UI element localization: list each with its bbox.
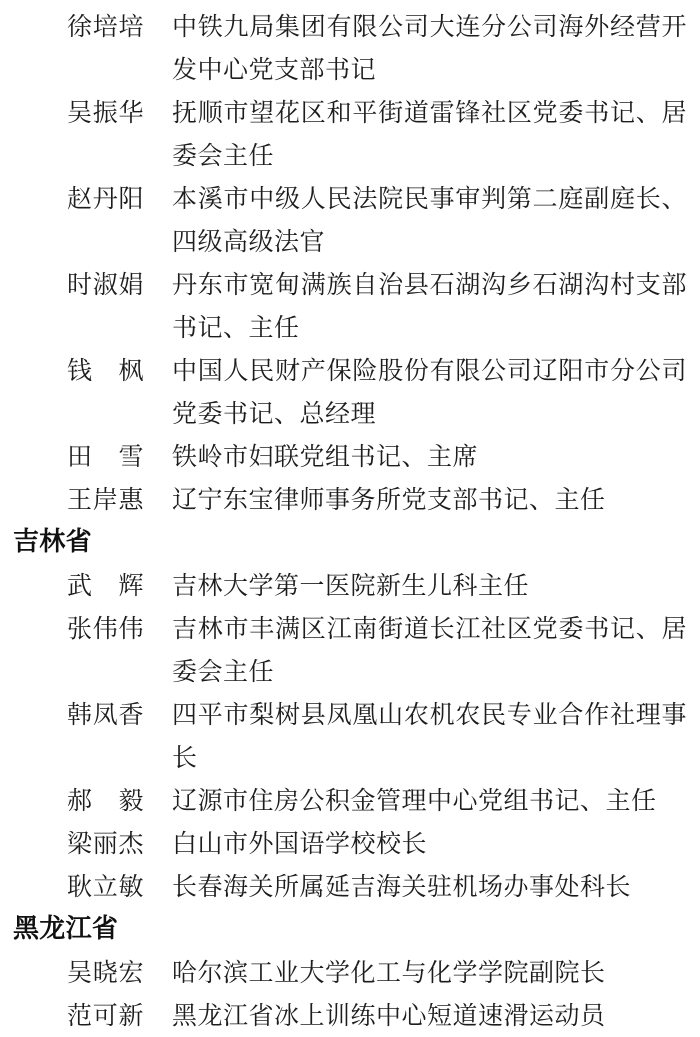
person-title: 中国人民财产保险股份有限公司辽阳市分公司党委书记、总经理 <box>172 356 687 428</box>
roster-entry <box>67 994 700 1037</box>
person-name: 吴振华 <box>67 98 144 127</box>
province-section <box>0 521 700 908</box>
person-title: 丹东市宽甸满族自治县石湖沟乡石湖沟村支部书记、主任 <box>172 270 687 342</box>
person-name: 时淑娟 <box>67 270 144 299</box>
roster-entry <box>67 177 700 263</box>
roster-entry <box>67 91 700 177</box>
province-header: 吉林省 <box>13 527 92 557</box>
roster-entry <box>67 607 700 693</box>
person-title: 四平市梨树县凤凰山农机农民专业合作社理事长 <box>172 700 687 772</box>
person-name: 武辉 <box>67 571 144 600</box>
person-title: 铁岭市妇联党组书记、主席 <box>172 442 479 471</box>
person-name: 田雪 <box>67 442 144 471</box>
province-header: 黑龙江省 <box>13 914 119 944</box>
roster-entry <box>67 435 700 478</box>
province-section <box>0 5 700 521</box>
roster-entry <box>67 779 700 822</box>
province-entries <box>0 951 700 1037</box>
person-title: 中铁九局集团有限公司大连分公司海外经营开发中心党支部书记 <box>172 12 687 84</box>
person-name: 吴晓宏 <box>67 958 144 987</box>
person-name: 韩凤香 <box>67 700 144 729</box>
person-title: 辽源市住房公积金管理中心党组书记、主任 <box>172 786 657 815</box>
person-title: 吉林大学第一医院新生儿科主任 <box>172 571 530 600</box>
person-title: 辽宁东宝律师事务所党支部书记、主任 <box>172 485 606 514</box>
person-name: 耿立敏 <box>67 872 144 901</box>
roster-entry <box>67 349 700 435</box>
roster-entry <box>67 263 700 349</box>
person-title: 白山市外国语学校校长 <box>172 829 428 858</box>
person-title: 本溪市中级人民法院民事审判第二庭副庭长、四级高级法官 <box>172 184 687 256</box>
person-name: 张伟伟 <box>67 614 144 643</box>
person-name: 范可新 <box>67 1001 144 1030</box>
province-entries <box>0 564 700 908</box>
roster-entry <box>67 693 700 779</box>
roster-entry <box>67 822 700 865</box>
roster-list <box>0 5 700 1037</box>
roster-entry <box>67 5 700 91</box>
roster-entry <box>67 865 700 908</box>
province-entries <box>0 5 700 521</box>
person-title: 哈尔滨工业大学化工与化学学院副院长 <box>172 958 606 987</box>
person-title: 黑龙江省冰上训练中心短道速滑运动员 <box>172 1001 606 1030</box>
roster-entry <box>67 564 700 607</box>
person-name: 徐培培 <box>67 12 144 41</box>
person-name: 郝毅 <box>67 786 144 815</box>
roster-entry <box>67 951 700 994</box>
person-name: 梁丽杰 <box>67 829 144 858</box>
person-name: 王岸惠 <box>67 485 144 514</box>
person-title: 抚顺市望花区和平街道雷锋社区党委书记、居委会主任 <box>172 98 687 170</box>
person-title: 长春海关所属延吉海关驻机场办事处科长 <box>172 872 632 901</box>
province-section <box>0 908 700 1037</box>
person-title: 吉林市丰满区江南街道长江社区党委书记、居委会主任 <box>172 614 687 686</box>
roster-entry <box>67 478 700 521</box>
person-name: 赵丹阳 <box>67 184 144 213</box>
person-name: 钱枫 <box>67 356 144 385</box>
